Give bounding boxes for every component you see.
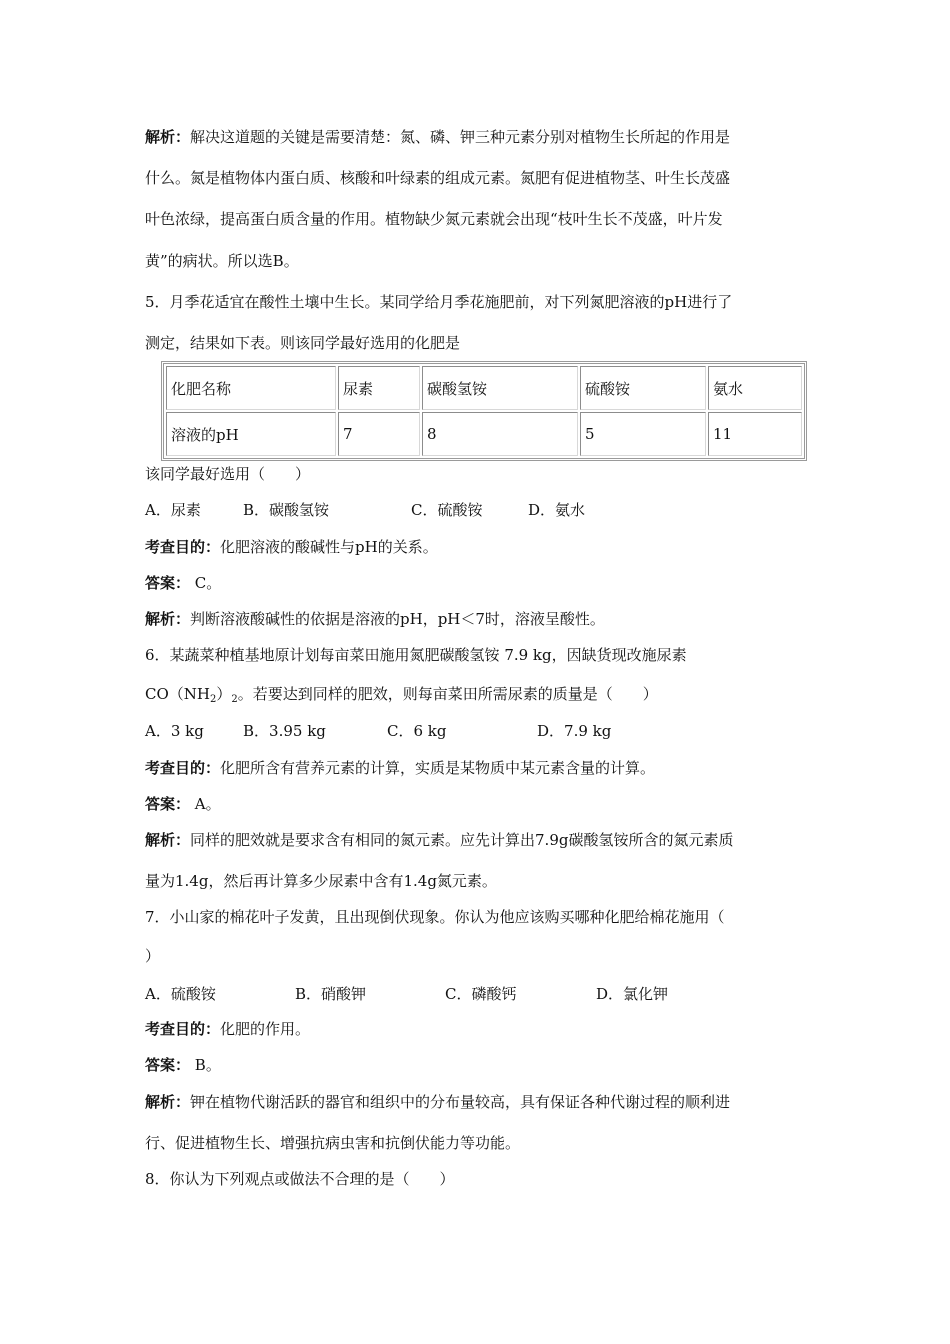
answer-label: 答案： bbox=[145, 795, 191, 813]
option-a: A．3 kg bbox=[145, 722, 204, 740]
table-header-cell: 氨水 bbox=[708, 366, 802, 410]
purpose-label: 考查目的： bbox=[145, 1020, 221, 1038]
option-a: A．尿素 bbox=[145, 501, 201, 519]
q7-purpose: 考查目的：化肥的作用。 bbox=[145, 1020, 311, 1038]
q6-analysis-line-2: 量为1.4g，然后再计算多少尿素中含有1.4g氮元素。 bbox=[145, 872, 497, 890]
q6-answer: 答案： A。 bbox=[145, 795, 221, 813]
option-d: D．氯化钾 bbox=[596, 985, 669, 1003]
q7-stem-line-2: ） bbox=[145, 947, 161, 965]
analysis-label: 解析： bbox=[145, 831, 191, 849]
q5-analysis: 解析：判断溶液酸碱性的依据是溶液的pH，pH＜7时，溶液呈酸性。 bbox=[145, 610, 605, 628]
q7-options bbox=[145, 984, 668, 1004]
purpose-label: 考查目的： bbox=[145, 538, 221, 556]
q7-analysis-line-1: 解析：钾在植物代谢活跃的器官和组织中的分布量较高，具有保证各种代谢过程的顺利进 bbox=[145, 1093, 731, 1111]
q6-stem-line-1: 6．某蔬菜种植基地原计划每亩菜田施用氮肥碳酸氢铵 7.9 kg，因缺货现改施尿素 bbox=[145, 646, 687, 664]
q5-stem-line-1: 5．月季花适宜在酸性土壤中生长。某同学给月季花施肥前，对下列氮肥溶液的pH进行了 bbox=[145, 293, 733, 311]
table-header-cell: 尿素 bbox=[338, 366, 420, 410]
option-a: A．硫酸铵 bbox=[145, 985, 216, 1003]
table-cell: 11 bbox=[708, 412, 802, 456]
option-c: C．6 kg bbox=[387, 722, 447, 740]
option-d: D．7.9 kg bbox=[537, 722, 612, 740]
fertilizer-ph-table bbox=[161, 361, 807, 461]
q5-purpose: 考查目的：化肥溶液的酸碱性与pH的关系。 bbox=[145, 538, 438, 556]
answer-label: 答案： bbox=[145, 1056, 191, 1074]
table-cell: 溶液的pH bbox=[166, 412, 336, 456]
q6-options bbox=[145, 721, 611, 741]
table-header-cell: 硫酸铵 bbox=[580, 366, 706, 410]
option-d: D．氨水 bbox=[528, 501, 586, 519]
table-header-cell: 碳酸氢铵 bbox=[422, 366, 578, 410]
analysis-label: 解析： bbox=[145, 1093, 191, 1111]
option-c: C．硫酸铵 bbox=[411, 501, 483, 519]
purpose-label: 考查目的： bbox=[145, 759, 221, 777]
q7-analysis-line-2: 行、促进植物生长、增强抗病虫害和抗倒伏能力等功能。 bbox=[145, 1134, 521, 1152]
table-header-cell: 化肥名称 bbox=[166, 366, 336, 410]
option-b: B．3.95 kg bbox=[243, 722, 326, 740]
q5-options bbox=[145, 500, 585, 520]
q7-answer: 答案： B。 bbox=[145, 1056, 221, 1074]
analysis-label: 解析： bbox=[145, 610, 191, 628]
option-b: B．硝酸钾 bbox=[295, 985, 367, 1003]
q4-analysis-line-2: 什么。氮是植物体内蛋白质、核酸和叶绿素的组成元素。氮肥有促进植物茎、叶生长茂盛 bbox=[145, 169, 731, 187]
q6-analysis-line-1: 解析：同样的肥效就是要求含有相同的氮元素。应先计算出7.9g碳酸氢铵所含的氮元素质 bbox=[145, 831, 734, 849]
table-row bbox=[166, 366, 802, 410]
analysis-label: 解析： bbox=[145, 128, 191, 146]
table-cell: 7 bbox=[338, 412, 420, 456]
option-b: B．碳酸氢铵 bbox=[243, 501, 330, 519]
q6-purpose: 考查目的：化肥所含有营养元素的计算，实质是某物质中某元素含量的计算。 bbox=[145, 759, 656, 777]
q4-analysis-line-3: 叶色浓绿，提高蛋白质含量的作用。植物缺少氮元素就会出现“枝叶生长不茂盛，叶片发 bbox=[145, 210, 723, 228]
q4-analysis-line-4: 黄”的病状。所以选B。 bbox=[145, 252, 299, 270]
q8-stem: 8．你认为下列观点或做法不合理的是（ ） bbox=[145, 1170, 455, 1188]
q7-stem-line-1: 7．小山家的棉花叶子发黄，且出现倒伏现象。你认为他应该购买哪种化肥给棉花施用（ bbox=[145, 908, 725, 926]
q6-stem-line-2: $CO(NH_2)_2$。若要达到同样的肥效，则每亩菜田所需尿素的质量是（ ） bbox=[145, 685, 658, 705]
table-cell: 8 bbox=[422, 412, 578, 456]
q5-stem-line-2: 测定，结果如下表。则该同学最好选用的化肥是 bbox=[145, 334, 461, 352]
option-c: C．磷酸钙 bbox=[445, 985, 517, 1003]
answer-label: 答案： bbox=[145, 574, 191, 592]
table-cell: 5 bbox=[580, 412, 706, 456]
q5-question: 该同学最好选用（ ） bbox=[145, 465, 311, 483]
q5-answer: 答案： C。 bbox=[145, 574, 222, 592]
q4-analysis-line-1: 解析：解决这道题的关键是需要清楚：氮、磷、钾三种元素分别对植物生长所起的作用是 bbox=[145, 128, 731, 146]
table-row bbox=[166, 412, 802, 456]
